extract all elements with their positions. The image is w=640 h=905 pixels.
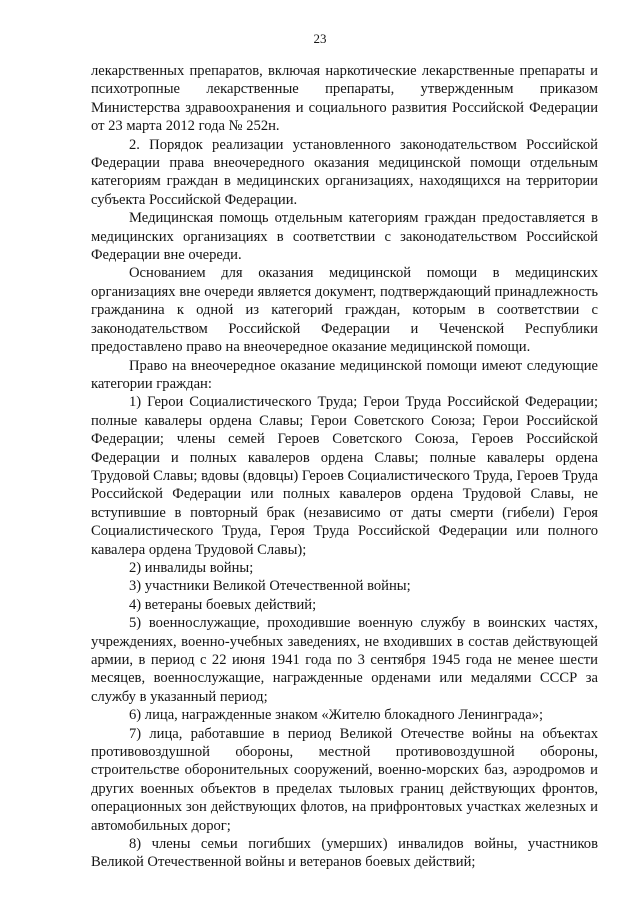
list-item-5: 5) военнослужащие, проходившие военную службу в воинских частях, учреждениях, военно-учебных заведениях, не входивших в состав действующей армии, в период с 22 июня 1941 года по 3 сентября 1945 года не менее шести месяцев, военнослужащие, награжденные орденами или медалями СССР за службу в указанный период;: [91, 615, 598, 705]
paragraph: Медицинская помощь отдельным категориям граждан предоставляется в медицинских организациях в соответствии с законодательством Российской Федерации вне очереди.: [91, 210, 598, 264]
paragraph-continuation: лекарственных препаратов, включая наркотические лекарственные препараты и психотропные лекарственные препараты, утвержденным приказом Министерства здравоохранения и социального развития Российской Федерации от 23 марта 2012 года № 252н.: [91, 63, 598, 135]
list-item-3: 3) участники Великой Отечественной войны;: [129, 578, 411, 595]
list-item-2: 2) инвалиды войны;: [129, 559, 254, 576]
paragraph-section-2-heading: 2. Порядок реализации установленного законодательством Российской Федерации права внеочередного оказания медицинской помощи отдельным категориям граждан в медицинских организациях, находящихся на территории субъекта Российской Федерации.: [91, 136, 598, 208]
page-number: 23: [313, 31, 327, 46]
paragraph: Основанием для оказания медицинской помощи в медицинских организациях вне очереди является документ, подтверждающий принадлежность гражданина к одной из категорий граждан, которым в соответствии с законодательством Российской Федерации и Чеченской Республики предоставлено право на внеочередное оказание медицинской помощи.: [91, 265, 598, 356]
list-item-7: 7) лица, работавшие в период Великой Отечестве войны на объектах противовоздушной обороны, местной противовоздушной обороны, строительстве оборонительных сооружений, военно-морских баз, аэродромов и других военных объектов в пределах тыловых границ действующих фронтов, операционных зон действующих флотов, на прифронтовых участках железных и автомобильных дорог;: [91, 725, 598, 834]
list-item-1: 1) Герои Социалистического Труда; Герои Труда Российской Федерации; полные кавалеры ордена Славы; Герои Советского Союза; Герои Российской Федерации; члены семей Героев Советского Союза, Героев Российской Федерации и полных кавалеров ордена Славы; полные кавалеры ордена Трудовой Славы; вдовы (вдовцы) Героев Социалистического Труда, Героев Труда Российской Федерации или полных кавалеров ордена Трудовой Славы, не вступившие в повторный брак (независимо от даты смерти (гибели) Героя Социалистического Труда, Героя Труда Российской Федерации или полного кавалера ордена Трудовой Славы);: [91, 394, 598, 558]
list-item-4: 4) ветераны боевых действий;: [129, 596, 317, 613]
document-body: [91, 62, 598, 872]
paragraph: Право на внеочередное оказание медицинской помощи имеют следующие категории граждан:: [91, 357, 598, 392]
list-item-6: 6) лица, награжденные знаком «Жителю блокадного Ленинграда»;: [129, 707, 544, 724]
list-item-8: 8) члены семьи погибших (умерших) инвалидов войны, участников Великой Отечественной войны и ветеранов боевых действий;: [91, 836, 598, 871]
